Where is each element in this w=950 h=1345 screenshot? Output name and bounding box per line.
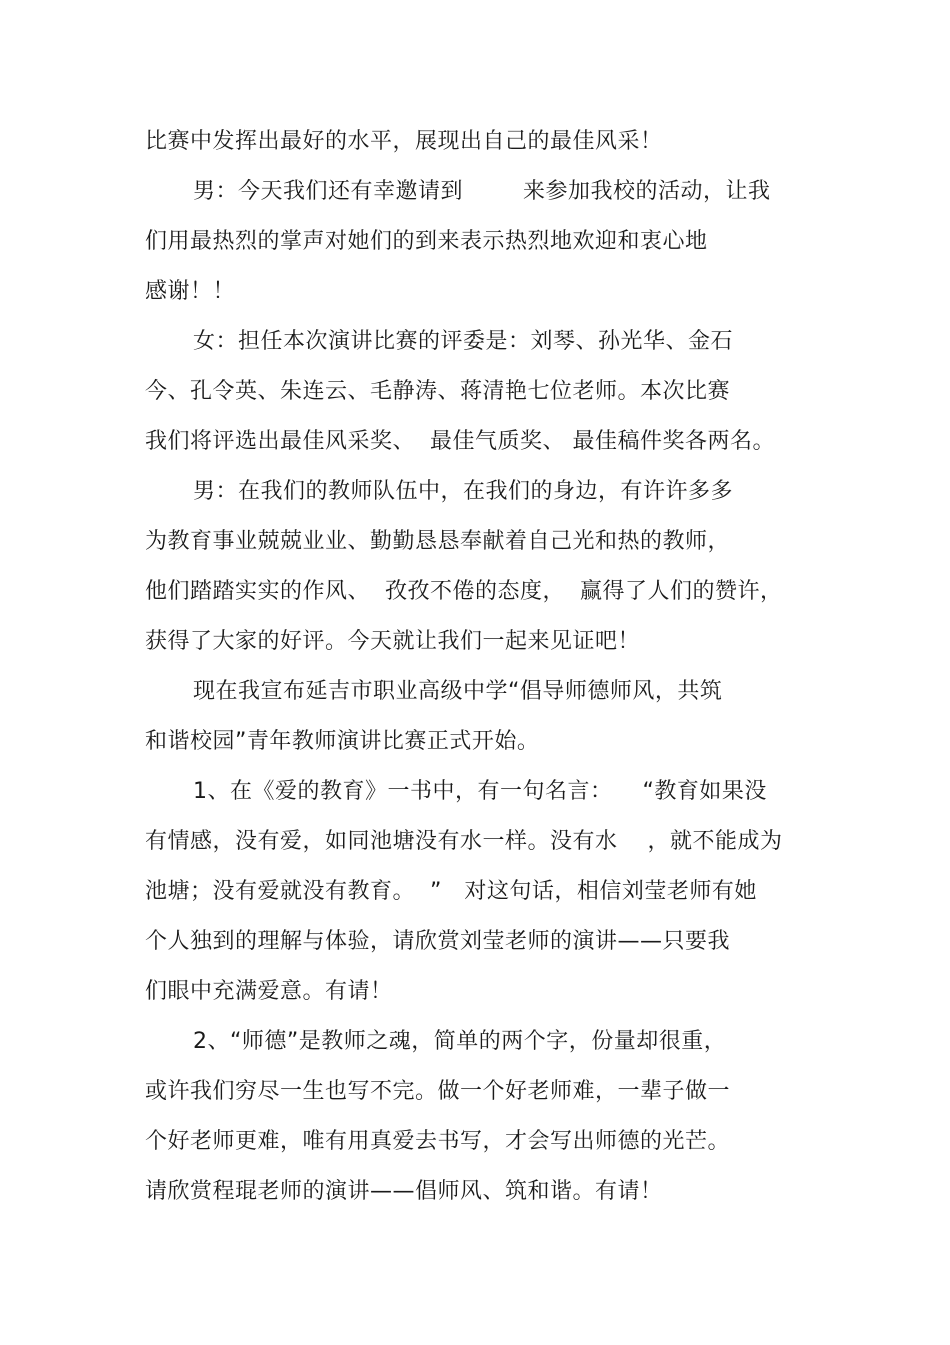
text-line: 1、在《爱的教育》一书中，有一句名言： “教育如果没: [193, 779, 767, 804]
text-line: 为教育事业兢兢业业、勤勤恳恳奉献着自己光和热的教师，: [145, 529, 731, 554]
text-line: 池塘；没有爱就没有教育。 ” 对这句话，相信刘莹老师有她: [145, 879, 757, 904]
text-line: 个好老师更难，唯有用真爱去书写，才会写出师德的光芒。: [145, 1129, 731, 1154]
text-line: 获得了大家的好评。今天就让我们一起来见证吧！: [145, 629, 641, 654]
text-line: 或许我们穷尽一生也写不完。做一个好老师难，一辈子做一: [145, 1079, 731, 1104]
text-line: 们眼中充满爱意。有请！: [145, 979, 393, 1004]
text-line: 今、孔令英、朱连云、毛静涛、蒋清艳七位老师。本次比赛: [145, 379, 731, 404]
text-line: 现在我宣布延吉市职业高级中学“倡导师德师风，共筑: [193, 679, 723, 704]
text-line: 我们将评选出最佳风采奖、 最佳气质奖、 最佳稿件奖各两名。: [145, 429, 775, 454]
text-line: 男：今天我们还有幸邀请到 来参加我校的活动，让我: [193, 179, 771, 204]
text-line: 们用最热烈的掌声对她们的到来表示热烈地欢迎和衷心地: [145, 229, 708, 254]
text-line: 2、“师德”是教师之魂，简单的两个字，份量却很重，: [193, 1029, 727, 1054]
text-line: 男：在我们的教师队伍中，在我们的身边，有许许多多: [193, 479, 734, 504]
text-line: 有情感，没有爱，如同池塘没有水一样。没有水 ，就不能成为: [145, 829, 783, 854]
text-line: 感谢！！: [145, 279, 236, 304]
text-line: 比赛中发挥出最好的水平，展现出自己的最佳风采！: [145, 129, 663, 154]
text-line: 请欣赏程琨老师的演讲——倡师风、筑和谐。有请！: [145, 1179, 663, 1204]
text-line: 女：担任本次演讲比赛的评委是：刘琴、孙光华、金石: [193, 329, 734, 354]
text-line: 和谐校园”青年教师演讲比赛正式开始。: [145, 729, 540, 754]
text-line: 他们踏踏实实的作风、 孜孜不倦的态度， 赢得了人们的赞许，: [145, 579, 783, 604]
text-line: 个人独到的理解与体验，请欣赏刘莹老师的演讲——只要我: [145, 929, 731, 954]
